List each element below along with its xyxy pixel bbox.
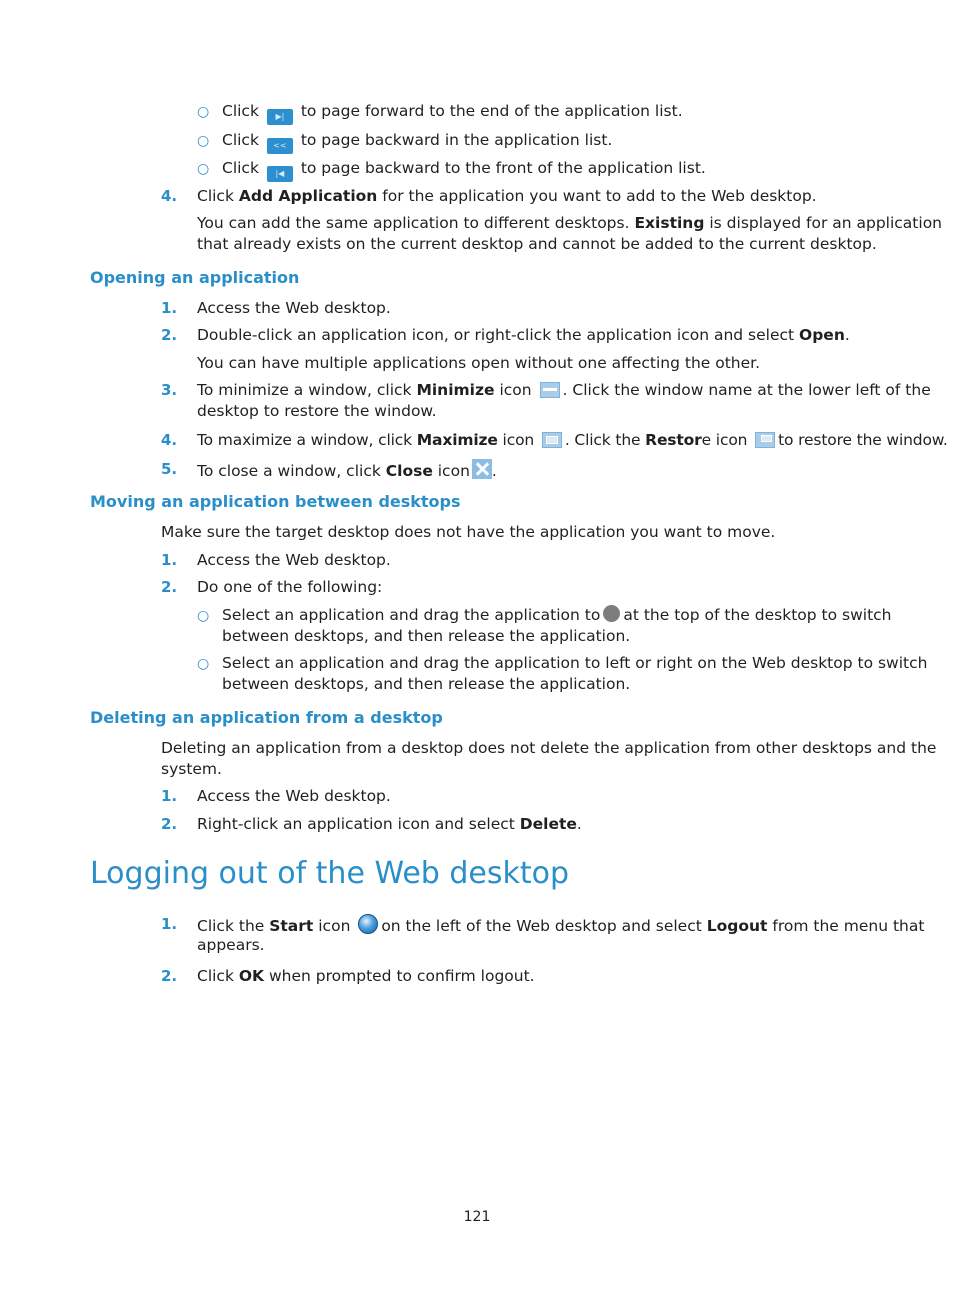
step-text: Double-click an application icon, or right-click the application icon and select Open.	[197, 326, 850, 344]
step-number: 2.	[161, 326, 178, 344]
section-heading: Deleting an application from a desktop	[90, 708, 443, 727]
step-text: To close a window, click Close icon .	[197, 459, 497, 482]
bullet-marker: ○	[197, 133, 210, 149]
step-text: appears.	[197, 936, 265, 954]
desktop-switch-dot-icon	[603, 605, 620, 622]
step-text: Click the Start icon on the left of the Web desktop and select Logout from the menu that	[197, 914, 924, 937]
list-item: between desktops, and then release the application.	[222, 675, 631, 693]
list-item: Select an application and drag the application to left or right on the Web desktop to switch	[222, 654, 928, 672]
item-text: Click	[222, 102, 259, 120]
step-text: Do one of the following:	[197, 578, 383, 596]
step-text: Click Add Application for the application you want to add to the Web desktop.	[197, 187, 817, 205]
section-heading: Moving an application between desktops	[90, 492, 461, 511]
item-text: Click	[222, 159, 259, 177]
restore-icon	[755, 432, 775, 448]
step-text: Access the Web desktop.	[197, 299, 391, 317]
step-text: Access the Web desktop.	[197, 787, 391, 805]
step-text: Click OK when prompted to confirm logout.	[197, 967, 535, 985]
step-number: 2.	[161, 815, 178, 833]
page-end-icon: ▶|	[267, 109, 293, 125]
step-number: 5.	[161, 460, 178, 478]
item-text: to page backward to the front of the application list.	[300, 159, 706, 177]
bullet-marker: ○	[197, 104, 210, 120]
list-item	[197, 101, 209, 123]
page-back-icon: <<	[267, 138, 293, 154]
page-title: Logging out of the Web desktop	[90, 856, 570, 891]
bullet-marker: ○	[197, 161, 210, 177]
list-item	[222, 101, 683, 125]
step-note: You can add the same application to different desktops. Existing is displayed for an application	[197, 214, 943, 232]
step-text: To maximize a window, click Maximize icon . Click the Restore icon to restore the window.	[197, 431, 948, 449]
item-text: to page forward to the end of the application list.	[300, 102, 683, 120]
step-number: 2.	[161, 578, 178, 596]
step-number: 3.	[161, 381, 178, 399]
step-number: 2.	[161, 967, 178, 985]
list-item: Select an application and drag the application to at the top of the desktop to switch	[222, 606, 892, 624]
step-number: 4.	[161, 187, 178, 205]
close-icon	[472, 459, 492, 479]
step-number: 1.	[161, 915, 178, 933]
item-text: to page backward in the application list.	[300, 131, 613, 149]
step-number: 1.	[161, 299, 178, 317]
list-item	[222, 130, 612, 154]
maximize-icon	[542, 432, 562, 448]
step-note: that already exists on the current desktop and cannot be added to the current desktop.	[197, 235, 877, 253]
start-icon	[358, 914, 378, 934]
list-item	[197, 130, 209, 152]
section-intro: Deleting an application from a desktop does not delete the application from other desktops and the	[161, 739, 937, 757]
page-number: 121	[463, 1209, 491, 1225]
section-heading: Opening an application	[90, 268, 300, 287]
step-text: Right-click an application icon and select Delete.	[197, 815, 582, 833]
section-intro: Make sure the target desktop does not have the application you want to move.	[161, 523, 776, 541]
step-text: Access the Web desktop.	[197, 551, 391, 569]
bullet-marker: ○	[197, 608, 210, 624]
step-number: 4.	[161, 431, 178, 449]
list-item	[197, 158, 209, 180]
page-front-icon: |◀	[267, 166, 293, 182]
step-text: desktop to restore the window.	[197, 402, 437, 420]
step-note: You can have multiple applications open without one affecting the other.	[197, 354, 761, 372]
item-text: Click	[222, 131, 259, 149]
bullet-marker: ○	[197, 656, 210, 672]
step-number: 1.	[161, 551, 178, 569]
minimize-icon	[540, 382, 560, 398]
list-item: between desktops, and then release the application.	[222, 627, 631, 645]
step-text: To minimize a window, click Minimize icon . Click the window name at the lower left of the	[197, 381, 931, 399]
section-intro: system.	[161, 760, 222, 778]
step-number: 1.	[161, 787, 178, 805]
list-item	[222, 158, 706, 182]
